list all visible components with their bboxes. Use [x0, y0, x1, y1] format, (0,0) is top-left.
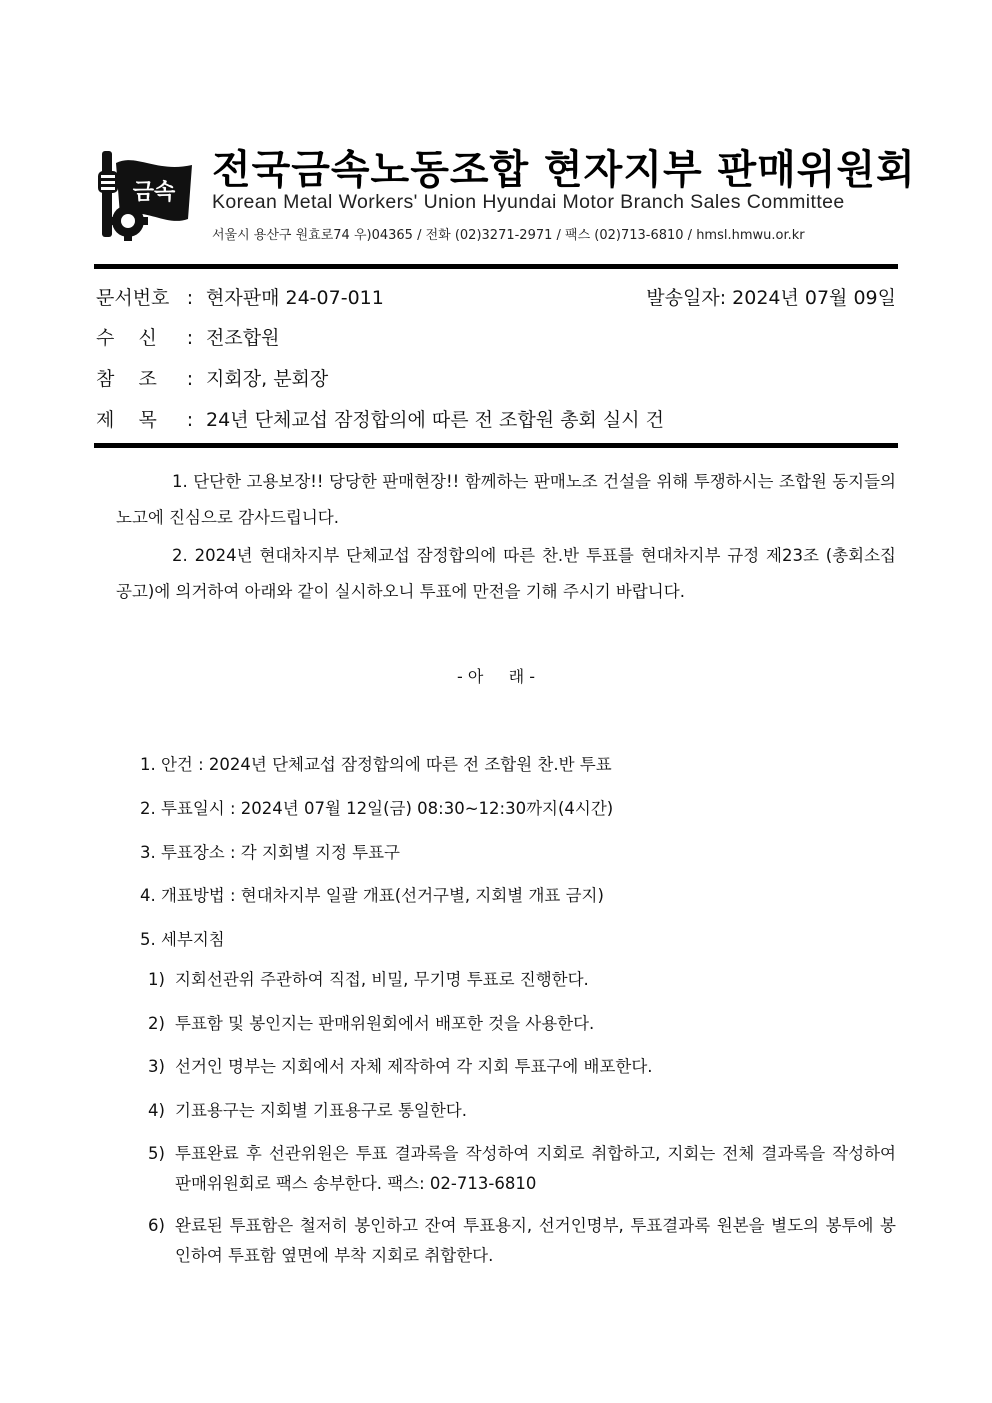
paragraph-1 [116, 464, 896, 536]
guideline-item [148, 965, 896, 995]
recipient-value: 전조합원 [206, 327, 280, 349]
guideline-text: 지회선관위 주관하여 직접, 비밀, 무기명 투표로 진행한다. [175, 970, 589, 989]
contact-line: 서울시 용산구 원효로74 우)04365 / 전화 (02)3271-2971 / 팩스 (02)713-6810 / hmsl.hmwu.or.kr [212, 228, 805, 243]
org-name-english: Korean Metal Workers' Union Hyundai Motor Branch Sales Committee [212, 191, 845, 213]
guideline-text: 완료된 투표함은 철저히 봉인하고 잔여 투표용지, 선거인명부, 투표결과록 원본을 별도의 봉투에 봉인하여 투표함 옆면에 부착 지회로 취합한다. [175, 1216, 896, 1265]
paragraph-2 [116, 538, 896, 610]
paragraph-1-text: 1. 단단한 고용보장!! 당당한 판매현장!! 함께하는 판매노조 건설을 위해 투쟁하시는 조합원 동지들의 노고에 진심으로 감사드립니다. [116, 472, 896, 527]
recipient-label: 수 신 [96, 327, 157, 349]
issue-date: 발송일자: 2024년 07월 09일 [646, 287, 896, 309]
subject-row: 제 목 : 24년 단체교섭 잠정합의에 따른 전 조합원 총회 실시 건 [96, 405, 896, 432]
guideline-number: 6) [148, 1216, 165, 1235]
guideline-number: 3) [148, 1057, 165, 1076]
doc-number-row: 문서번호 : 현자판매 24-07-011 발송일자: 2024년 07월 09일 [96, 283, 896, 310]
header-divider-top [94, 264, 898, 269]
guideline-item [148, 1096, 896, 1126]
guideline-text: 투표함 및 봉인지는 판매위원회에서 배포한 것을 사용한다. [175, 1014, 595, 1033]
doc-number-label: 문서번호 [96, 287, 170, 309]
section-title-below: - 아 래 - [456, 667, 536, 686]
guideline-item [148, 1052, 896, 1082]
list-item: 2. 투표일시 : 2024년 07월 12일(금) 08:30~12:30까지(4시간) [140, 799, 614, 818]
reference-value: 지회장, 분회장 [206, 368, 329, 390]
guideline-number: 1) [148, 970, 165, 989]
logo-text: 금속 [132, 180, 176, 205]
guideline-item [148, 1139, 896, 1199]
list-item: 3. 투표장소 : 각 지회별 지정 투표구 [140, 843, 400, 862]
letterhead [96, 138, 916, 248]
subject-value: 24년 단체교섭 잠정합의에 따른 전 조합원 총회 실시 건 [206, 409, 664, 431]
paragraph-2-text: 2. 2024년 현대차지부 단체교섭 잠정합의에 따른 찬.반 투표를 현대차지부 규정 제23조 (총회소집 공고)에 의거하여 아래와 같이 실시하오니 투표에 만전을 기해 주시기 바랍니다. [116, 546, 896, 601]
reference-row: 참 조 : 지회장, 분회장 [96, 364, 896, 391]
list-item: 1. 안건 : 2024년 단체교섭 잠정합의에 따른 전 조합원 찬.반 투표 [140, 755, 612, 774]
guideline-number: 4) [148, 1101, 165, 1120]
list-item: 5. 세부지침 [140, 930, 225, 949]
reference-label: 참 조 [96, 368, 157, 390]
header-divider-bottom [94, 443, 898, 448]
guideline-number: 2) [148, 1014, 165, 1033]
org-name-korean: 전국금속노동조합 현자지부 판매위원회 [212, 147, 916, 193]
doc-number-value: 현자판매 24-07-011 [206, 287, 384, 309]
guideline-item [148, 1211, 896, 1271]
list-item: 4. 개표방법 : 현대차지부 일괄 개표(선거구별, 지회별 개표 금지) [140, 886, 604, 905]
guideline-item [148, 1009, 896, 1039]
guideline-text: 투표완료 후 선관위원은 투표 결과록을 작성하여 지회로 취합하고, 지회는 전체 결과록을 작성하여 판매위원회로 팩스 송부한다. 팩스: 02-713-6810 [175, 1144, 896, 1193]
recipient-row: 수 신 : 전조합원 [96, 323, 896, 350]
guideline-number: 5) [148, 1144, 165, 1163]
subject-label: 제 목 [96, 409, 157, 431]
union-flag-logo-icon [96, 143, 196, 243]
guideline-text: 선거인 명부는 지회에서 자체 제작하여 각 지회 투표구에 배포한다. [175, 1057, 653, 1076]
guideline-text: 기표용구는 지회별 기표용구로 통일한다. [175, 1101, 467, 1120]
